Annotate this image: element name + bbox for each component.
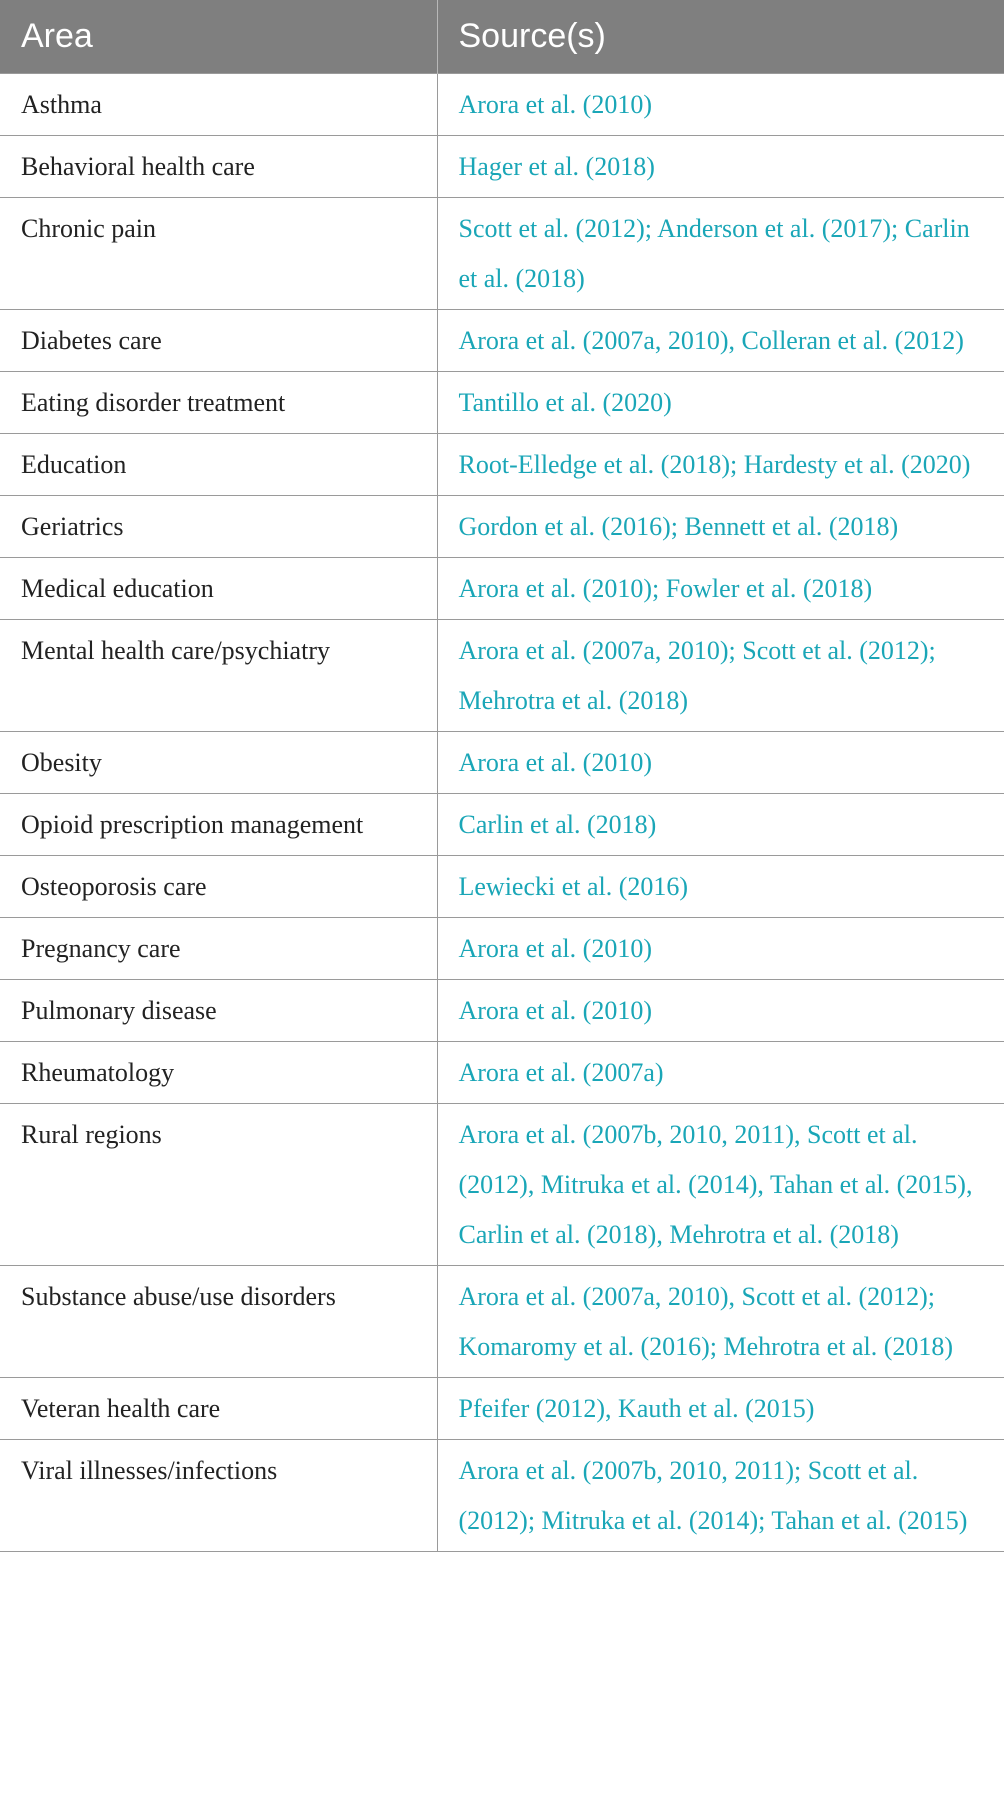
area-cell: Medical education bbox=[0, 558, 437, 620]
area-cell: Rural regions bbox=[0, 1104, 437, 1266]
source-cell[interactable]: Arora et al. (2007a) bbox=[437, 1042, 1004, 1104]
source-cell[interactable]: Scott et al. (2012); Anderson et al. (2017); Carlin et al. (2018) bbox=[437, 198, 1004, 310]
table-row bbox=[0, 1378, 1004, 1440]
source-cell[interactable]: Root-Elledge et al. (2018); Hardesty et al. (2020) bbox=[437, 434, 1004, 496]
area-cell: Behavioral health care bbox=[0, 136, 437, 198]
table-row bbox=[0, 856, 1004, 918]
area-cell: Pulmonary disease bbox=[0, 980, 437, 1042]
table-row bbox=[0, 434, 1004, 496]
source-cell[interactable]: Gordon et al. (2016); Bennett et al. (2018) bbox=[437, 496, 1004, 558]
source-cell[interactable]: Arora et al. (2010) bbox=[437, 980, 1004, 1042]
area-cell: Chronic pain bbox=[0, 198, 437, 310]
area-cell: Rheumatology bbox=[0, 1042, 437, 1104]
table-row bbox=[0, 198, 1004, 310]
table-row bbox=[0, 1042, 1004, 1104]
table-row bbox=[0, 794, 1004, 856]
source-cell[interactable]: Arora et al. (2010) bbox=[437, 732, 1004, 794]
source-cell[interactable]: Arora et al. (2010); Fowler et al. (2018) bbox=[437, 558, 1004, 620]
source-cell[interactable]: Arora et al. (2010) bbox=[437, 918, 1004, 980]
area-cell: Viral illnesses/infections bbox=[0, 1440, 437, 1552]
table-row bbox=[0, 1104, 1004, 1266]
table-row bbox=[0, 980, 1004, 1042]
area-cell: Mental health care/psychiatry bbox=[0, 620, 437, 732]
table-row bbox=[0, 558, 1004, 620]
area-cell: Geriatrics bbox=[0, 496, 437, 558]
source-cell[interactable]: Arora et al. (2010) bbox=[437, 74, 1004, 136]
source-cell[interactable]: Arora et al. (2007a, 2010); Scott et al. (2012); Mehrotra et al. (2018) bbox=[437, 620, 1004, 732]
table-row bbox=[0, 496, 1004, 558]
source-cell[interactable]: Arora et al. (2007a, 2010), Scott et al. (2012); Komaromy et al. (2016); Mehrotra et al. (2018) bbox=[437, 1266, 1004, 1378]
area-cell: Asthma bbox=[0, 74, 437, 136]
table-row bbox=[0, 136, 1004, 198]
area-cell: Obesity bbox=[0, 732, 437, 794]
source-cell[interactable]: Tantillo et al. (2020) bbox=[437, 372, 1004, 434]
header-row bbox=[0, 0, 1004, 74]
area-cell: Eating disorder treatment bbox=[0, 372, 437, 434]
source-cell[interactable]: Arora et al. (2007b, 2010, 2011), Scott et al. (2012), Mitruka et al. (2014), Tahan et al. (2015), Carlin et al. (2018), Mehrotra et al. (2018) bbox=[437, 1104, 1004, 1266]
table-row bbox=[0, 372, 1004, 434]
table-row bbox=[0, 1440, 1004, 1552]
area-cell: Osteoporosis care bbox=[0, 856, 437, 918]
area-cell: Veteran health care bbox=[0, 1378, 437, 1440]
source-cell[interactable]: Arora et al. (2007a, 2010), Colleran et al. (2012) bbox=[437, 310, 1004, 372]
table-header bbox=[0, 0, 1004, 74]
table-body bbox=[0, 74, 1004, 1552]
source-cell[interactable]: Hager et al. (2018) bbox=[437, 136, 1004, 198]
source-cell[interactable]: Pfeifer (2012), Kauth et al. (2015) bbox=[437, 1378, 1004, 1440]
table-row bbox=[0, 310, 1004, 372]
header-area: Area bbox=[0, 0, 437, 74]
area-cell: Opioid prescription management bbox=[0, 794, 437, 856]
area-cell: Pregnancy care bbox=[0, 918, 437, 980]
table-row bbox=[0, 918, 1004, 980]
area-cell: Substance abuse/use disorders bbox=[0, 1266, 437, 1378]
source-cell[interactable]: Carlin et al. (2018) bbox=[437, 794, 1004, 856]
table-row bbox=[0, 74, 1004, 136]
header-source: Source(s) bbox=[437, 0, 1004, 74]
table-row bbox=[0, 1266, 1004, 1378]
area-cell: Diabetes care bbox=[0, 310, 437, 372]
table-row bbox=[0, 620, 1004, 732]
source-cell[interactable]: Arora et al. (2007b, 2010, 2011); Scott et al. (2012); Mitruka et al. (2014); Tahan et al. (2015) bbox=[437, 1440, 1004, 1552]
area-cell: Education bbox=[0, 434, 437, 496]
table-row bbox=[0, 732, 1004, 794]
source-cell[interactable]: Lewiecki et al. (2016) bbox=[437, 856, 1004, 918]
